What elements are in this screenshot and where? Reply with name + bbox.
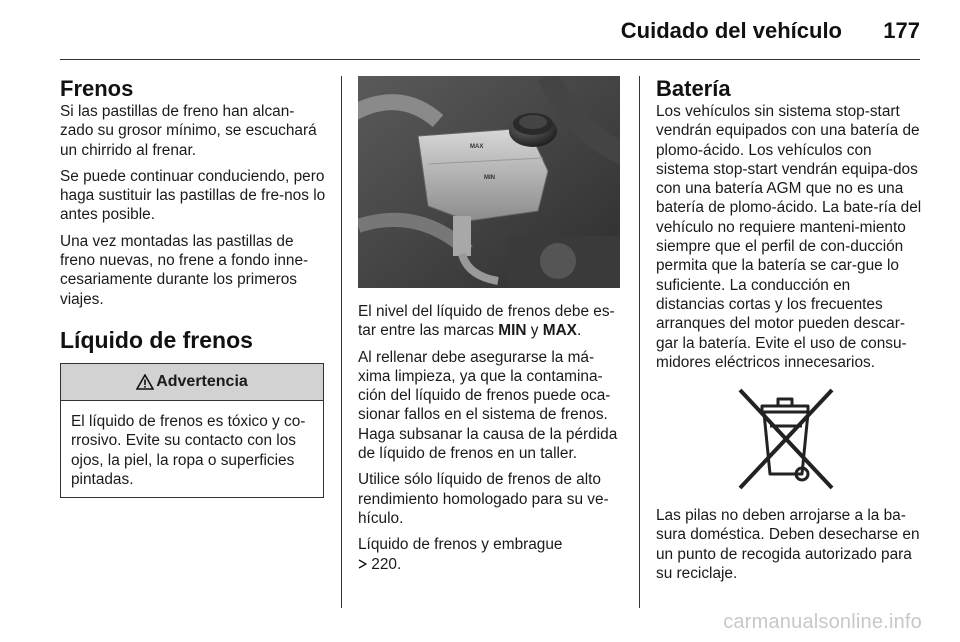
paragraph: Utilice sólo líquido de frenos de alto rendimiento homologado para su ve-hículo. [358,471,609,527]
header-divider [60,59,920,60]
arrow-right-icon [358,559,367,569]
warning-header [61,364,323,401]
min-mark-label: MIN [484,175,495,181]
section-heading-frenos: Frenos [60,76,134,101]
section-heading-liquido-frenos: Líquido de frenos [60,326,253,353]
warning-box [60,363,324,498]
warning-text: El líquido de frenos es tóxico y co-rrosivo. Evite su contacto con los ojos, la piel, la ropa o superficies pintadas. [71,412,306,488]
max-mark-label: MAX [470,144,484,150]
brake-fluid-reservoir-photo [358,76,620,288]
min-mark: MIN [498,322,527,340]
paragraph: Una vez montadas las pastillas de freno nuevas, no frene a fondo inne-cesariamente durante los primeros viajes. [60,232,309,308]
warning-title: Advertencia [156,373,248,391]
paragraph: Si las pastillas de freno han alcan-zado su grosor mínimo, se escuchará un chirrido al frenar. [60,103,317,159]
paragraph: Al rellenar debe asegurarse la má-xima limpieza, ya que la contamina-ción del líquido de frenos puede oca-sionar fallos en el sistema de frenos. Haga subsanar la causa de la pérdida de líquido de frenos en un taller. [358,348,618,463]
page-title: Cuidado del vehículo [620,18,842,43]
column-middle [358,76,622,574]
paragraph: Las pilas no deben arrojarse a la ba-sura doméstica. Deben desecharse en un punto de recogida autorizado para su reciclaje. [656,507,920,583]
page-reference-link[interactable]: 220. [358,556,401,573]
paragraph: Los vehículos sin sistema stop-start vendrán equipados con una batería de plomo-ácido. Los vehículos con sistema stop-start vendrán equipa-dos con una batería AGM que no es una batería de plomo-ácido. La bate-ría del vehículo no requiere manteni-miento siempre que el perfil de con-ducción permita que la batería se car-gue lo suficiente. La conducción en distancias cortas y los frecuentes arranques del motor pueden descar-gar la batería. Evite el uso de consu-midores eléctricos innecesarios. [656,103,922,371]
paragraph: El nivel del líquido de frenos debe es-tar entre las marcas MIN y MAX. [358,303,615,340]
paragraph: Se puede continuar conduciendo, pero haga sustituir las pastillas de fre-nos lo antes posible. [60,167,326,224]
crossed-out-wheelie-bin-icon [734,386,838,492]
max-mark: MAX [542,322,577,340]
paragraph-reference: Líquido de frenos y embrague 220. [358,536,563,573]
column-divider [341,76,342,608]
column-divider [639,76,640,608]
warning-triangle-icon [136,374,154,390]
watermark: carmanualsonline.info [723,611,922,633]
page-number: 177 [883,18,920,43]
section-heading-bateria: Batería [656,76,731,101]
column-left [60,76,326,498]
column-right [656,76,922,590]
